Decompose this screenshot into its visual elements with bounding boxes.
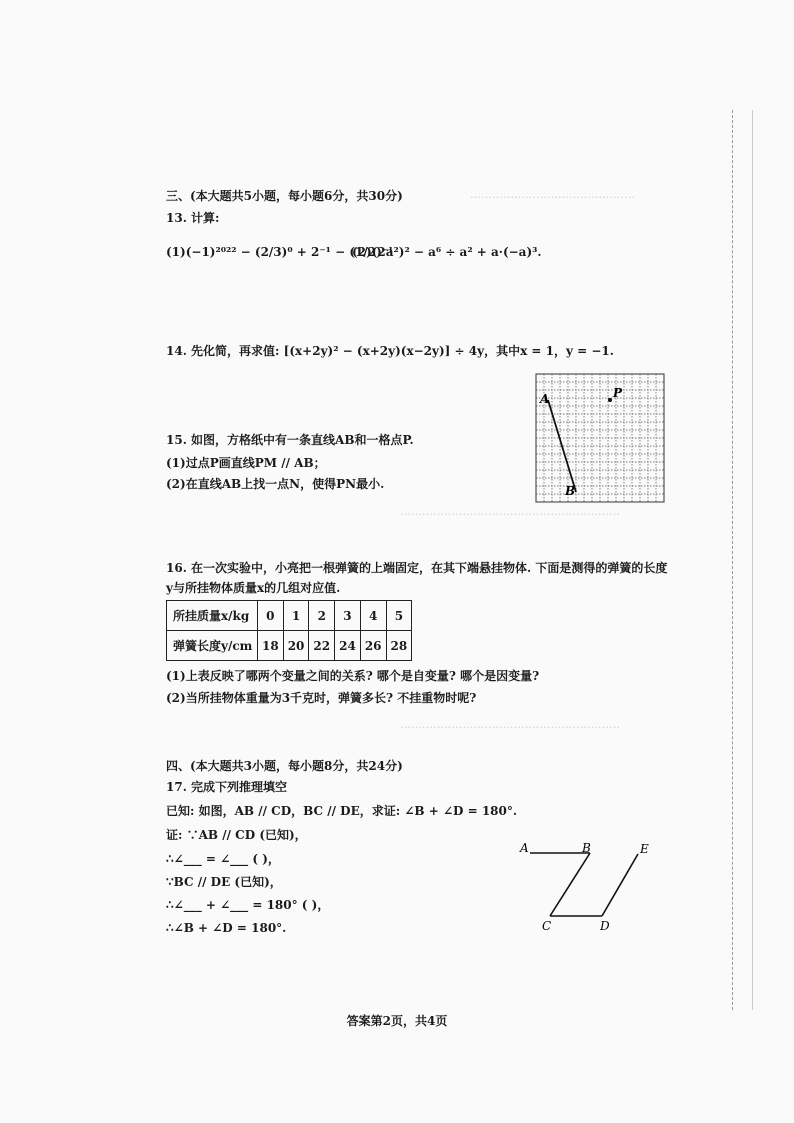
label-a: A [540,392,550,406]
segment-de [602,854,638,916]
question-17-line-3: ∵BC // DE (已知)， [166,875,282,889]
question-15-line-1: 15. 如图，方格纸中有一条直线AB和一格点P. [166,433,414,447]
label-p: P [613,386,623,400]
question-17-given: 已知: 如图，AB // CD，BC // DE，求证: ∠B + ∠D = 180°. [166,804,518,818]
question-15-line-2: (1)过点P画直线PM // AB； [166,456,326,470]
question-16-line-1: 16. 在一次实验中，小亮把一根弹簧的上端固定，在其下端悬挂物体. 下面是测得的弹簧的长度 [166,561,668,575]
table-cell: 5 [386,601,412,631]
question-17-title: 17. 完成下列推理填空 [166,780,288,794]
table-cell: 2 [309,601,335,631]
label-e: E [640,842,649,856]
table-cell: 18 [258,631,284,661]
page-footer: 答案第2页，共4页 [346,1014,448,1028]
question-13-part-1: (1)(−1)²⁰²² − (2/3)⁰ + 2⁻¹ − (1/2)⁻¹ [166,245,394,259]
page-edge-line [752,110,753,1010]
question-17-line-5: ∴∠B + ∠D = 180°. [166,921,287,935]
table-cell: 1 [283,601,309,631]
grid-figure [534,372,666,504]
question-13-label: 13. 计算: [166,211,220,225]
table-cell: 24 [335,631,361,661]
question-16-sub-2: (2)当所挂物体重量为3千克时，弹簧多长? 不挂重物时呢? [166,691,477,705]
question-17-line-2: ∴∠___ = ∠___ ( )， [166,852,280,866]
question-15-line-3: (2)在直线AB上找一点N，使得PN最小. [166,477,385,491]
table-row [167,601,412,631]
question-14-text: 14. 先化简，再求值: [(x+2y)² − (x+2y)(x−2y)] ÷ 4y，其中x = 1，y = −1. [166,344,614,358]
bleed-through-text: …………………………………………………… [400,505,620,518]
parallel-lines-figure [514,836,664,936]
bleed-through-text: …………………………………………………… [400,718,620,731]
question-16-sub-1: (1)上表反映了哪两个变量之间的关系? 哪个是自变量? 哪个是因变量? [166,669,540,683]
label-d: D [600,919,610,933]
question-16-line-2: y与所挂物体质量x的几组对应值. [166,581,341,595]
question-17-line-4: ∴∠___ + ∠___ = 180° ( )， [166,898,330,912]
table-cell: 22 [309,631,335,661]
table-cell: 28 [386,631,412,661]
section-4-heading: 四、(本大题共3小题，每小题8分，共24分) [166,759,403,773]
label-c: C [542,919,552,933]
bleed-through-text: ……………………………………… [470,188,635,201]
table-cell: 20 [283,631,309,661]
label-b: B [565,484,576,498]
question-13-part-2: (2)(2a²)² − a⁶ ÷ a² + a·(−a)³. [352,245,542,259]
table-cell: 26 [360,631,386,661]
segment-bc [550,853,590,916]
table-cell: 0 [258,601,284,631]
table-row [167,631,412,661]
page-edge-line [732,110,733,1010]
label-b: B [582,841,591,855]
table-header-length: 弹簧长度y/cm [167,631,258,661]
label-a: A [520,841,529,855]
table-header-mass: 所挂质量x/kg [167,601,258,631]
section-3-heading: 三、(本大题共5小题，每小题6分，共30分) [166,189,403,203]
table-cell: 4 [360,601,386,631]
table-cell: 3 [335,601,361,631]
question-17-line-1: 证: ∵AB // CD (已知)， [166,828,307,842]
spring-data-table [166,600,412,661]
point-p [608,398,612,402]
